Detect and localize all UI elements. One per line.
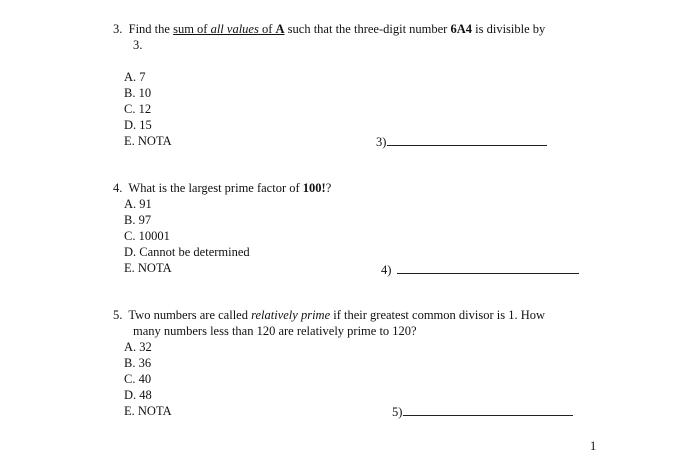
question-4-choice-d: D. Cannot be determined [124, 245, 250, 259]
answer-blank-line[interactable] [403, 415, 573, 416]
stem-text: is divisible by [472, 22, 546, 36]
question-number: 5. [113, 308, 123, 322]
stem-number-6a4: 6A4 [450, 22, 473, 36]
stem-text: Find the [128, 22, 174, 36]
question-3-choice-a: A. 7 [124, 70, 146, 84]
question-number: 4. [113, 181, 123, 195]
stem-text: if their greatest common divisor is 1. How [330, 308, 546, 322]
question-3-stem-continuation: 3. [133, 38, 143, 52]
question-5-choice-d: D. 48 [124, 388, 152, 402]
answer-label: 4) [381, 263, 392, 277]
question-5-choice-a: A. 32 [124, 340, 152, 354]
question-4-choice-e: E. NOTA [124, 261, 172, 275]
stem-underline-sum: sum of [173, 22, 211, 36]
stem-text: ? [325, 181, 332, 195]
stem-underline-of: of [258, 22, 276, 36]
answer-blank-line[interactable] [397, 273, 579, 274]
question-3-choice-d: D. 15 [124, 118, 152, 132]
question-3-stem [113, 21, 545, 37]
stem-underline-a: A [275, 22, 285, 36]
question-3-choice-b: B. 10 [124, 86, 152, 100]
answer-blank-line[interactable] [387, 145, 547, 146]
question-5-choice-e: E. NOTA [124, 404, 172, 418]
question-4-choice-b: B. 97 [124, 213, 152, 227]
question-5-choice-b: B. 36 [124, 356, 152, 370]
question-5-stem [113, 307, 545, 323]
question-4-choice-a: A. 91 [124, 197, 152, 211]
question-3-answer [376, 134, 547, 150]
question-5-stem-continuation: many numbers less than 120 are relatively prime to 120? [133, 324, 417, 338]
question-3-choice-e: E. NOTA [124, 134, 172, 148]
question-5-choice-c: C. 40 [124, 372, 152, 386]
question-3-choice-c: C. 12 [124, 102, 152, 116]
stem-text: such that the three-digit number [284, 22, 451, 36]
question-5-answer [392, 404, 573, 420]
question-4-stem [113, 180, 331, 196]
question-4-choice-c: C. 10001 [124, 229, 170, 243]
stem-underline-all-values: all values [210, 22, 259, 36]
page-number: 1 [590, 439, 597, 453]
stem-text: What is the largest prime factor of [128, 181, 303, 195]
answer-label: 3) [376, 135, 387, 149]
stem-factorial: 100! [302, 181, 326, 195]
question-number: 3. [113, 22, 123, 36]
stem-italic-relatively-prime: relatively prime [251, 308, 331, 322]
answer-label: 5) [392, 405, 403, 419]
stem-text: Two numbers are called [128, 308, 252, 322]
question-4-answer [381, 262, 579, 278]
